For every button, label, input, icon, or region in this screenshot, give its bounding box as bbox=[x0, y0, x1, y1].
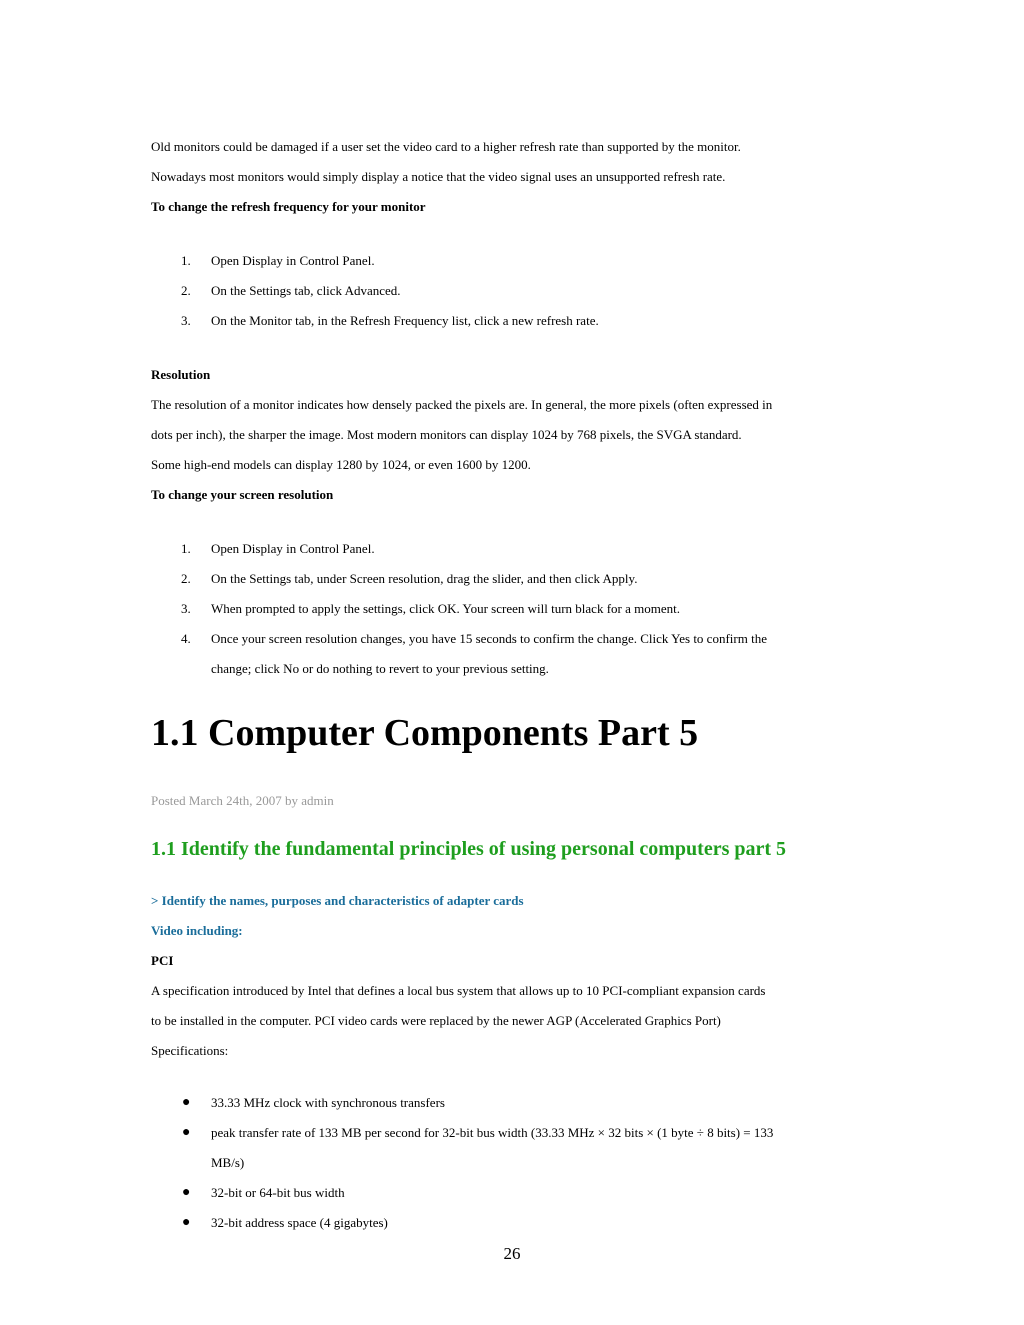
pci-line-2: to be installed in the computer. PCI video cards were replaced by the newer AGP (Accelerated Graphics Port) bbox=[151, 1013, 721, 1028]
post-meta: Posted March 24th, 2007 by admin bbox=[151, 793, 334, 808]
resolution-line-1: The resolution of a monitor indicates how densely packed the pixels are. In general, the more pixels (often expressed in bbox=[151, 397, 773, 412]
video-including-label: Video including: bbox=[151, 923, 243, 938]
bullet-icon: ● bbox=[182, 1185, 191, 1200]
paragraph-old-monitors: Old monitors could be damaged if a user set the video card to a higher refresh rate than supported by the monitor. bbox=[151, 139, 741, 154]
bullet-icon: ● bbox=[182, 1215, 191, 1230]
specifications-label: Specifications: bbox=[151, 1043, 229, 1058]
resolution-line-3: Some high-end models can display 1280 by 1024, or even 1600 by 1200. bbox=[151, 457, 531, 472]
list-item: 3. When prompted to apply the settings, click OK. Your screen will turn black for a moment. bbox=[181, 601, 680, 616]
list-item: 2. On the Settings tab, click Advanced. bbox=[181, 283, 401, 298]
list-item: 1. Open Display in Control Panel. bbox=[181, 253, 375, 268]
objective-heading: > Identify the names, purposes and characteristics of adapter cards bbox=[151, 893, 524, 908]
post-subtitle: 1.1 Identify the fundamental principles of using personal computers part 5 bbox=[151, 838, 787, 860]
pci-line-1: A specification introduced by Intel that defines a local bus system that allows up to 10 PCI-compliant expansion cards bbox=[151, 983, 766, 998]
page-number: 26 bbox=[503, 1244, 521, 1263]
pci-spec-list bbox=[151, 1088, 873, 1238]
refresh-steps-list bbox=[151, 246, 873, 336]
resolution-line-2: dots per inch), the sharper the image. Most modern monitors can display 1024 by 768 pixels, the SVGA standard. bbox=[151, 427, 742, 442]
post-title: 1.1 Computer Components Part 5 bbox=[151, 712, 699, 754]
list-item: ● 32-bit address space (4 gigabytes) bbox=[151, 1208, 873, 1238]
list-item: 1. Open Display in Control Panel. bbox=[181, 541, 375, 556]
list-item: 4. Once your screen resolution changes, you have 15 seconds to confirm the change. Click Yes to confirm the change; click No or do nothing to revert to your previous setting. bbox=[181, 631, 767, 676]
list-item: 2. On the Settings tab, under Screen resolution, drag the slider, and then click Apply. bbox=[181, 571, 638, 586]
list-item: ● peak transfer rate of 133 MB per second for 32-bit bus width (33.33 MHz × 32 bits × (1 byte ÷ 8 bits) = 133 MB/s) bbox=[151, 1118, 873, 1178]
resolution-steps-list bbox=[151, 534, 873, 684]
heading-refresh-frequency: To change the refresh frequency for your monitor bbox=[151, 199, 426, 214]
list-item: 3. On the Monitor tab, in the Refresh Frequency list, click a new refresh rate. bbox=[181, 313, 599, 328]
heading-pci: PCI bbox=[151, 953, 174, 968]
heading-resolution: Resolution bbox=[151, 367, 211, 382]
heading-change-resolution: To change your screen resolution bbox=[151, 487, 334, 502]
bullet-icon: ● bbox=[182, 1095, 191, 1110]
list-item: ● 33.33 MHz clock with synchronous transfers bbox=[151, 1088, 873, 1118]
list-item: ● 32-bit or 64-bit bus width bbox=[151, 1178, 873, 1208]
bullet-icon: ● bbox=[182, 1125, 191, 1140]
paragraph-nowadays: Nowadays most monitors would simply display a notice that the video signal uses an unsupported refresh rate. bbox=[151, 169, 726, 184]
document-page bbox=[151, 132, 873, 1238]
